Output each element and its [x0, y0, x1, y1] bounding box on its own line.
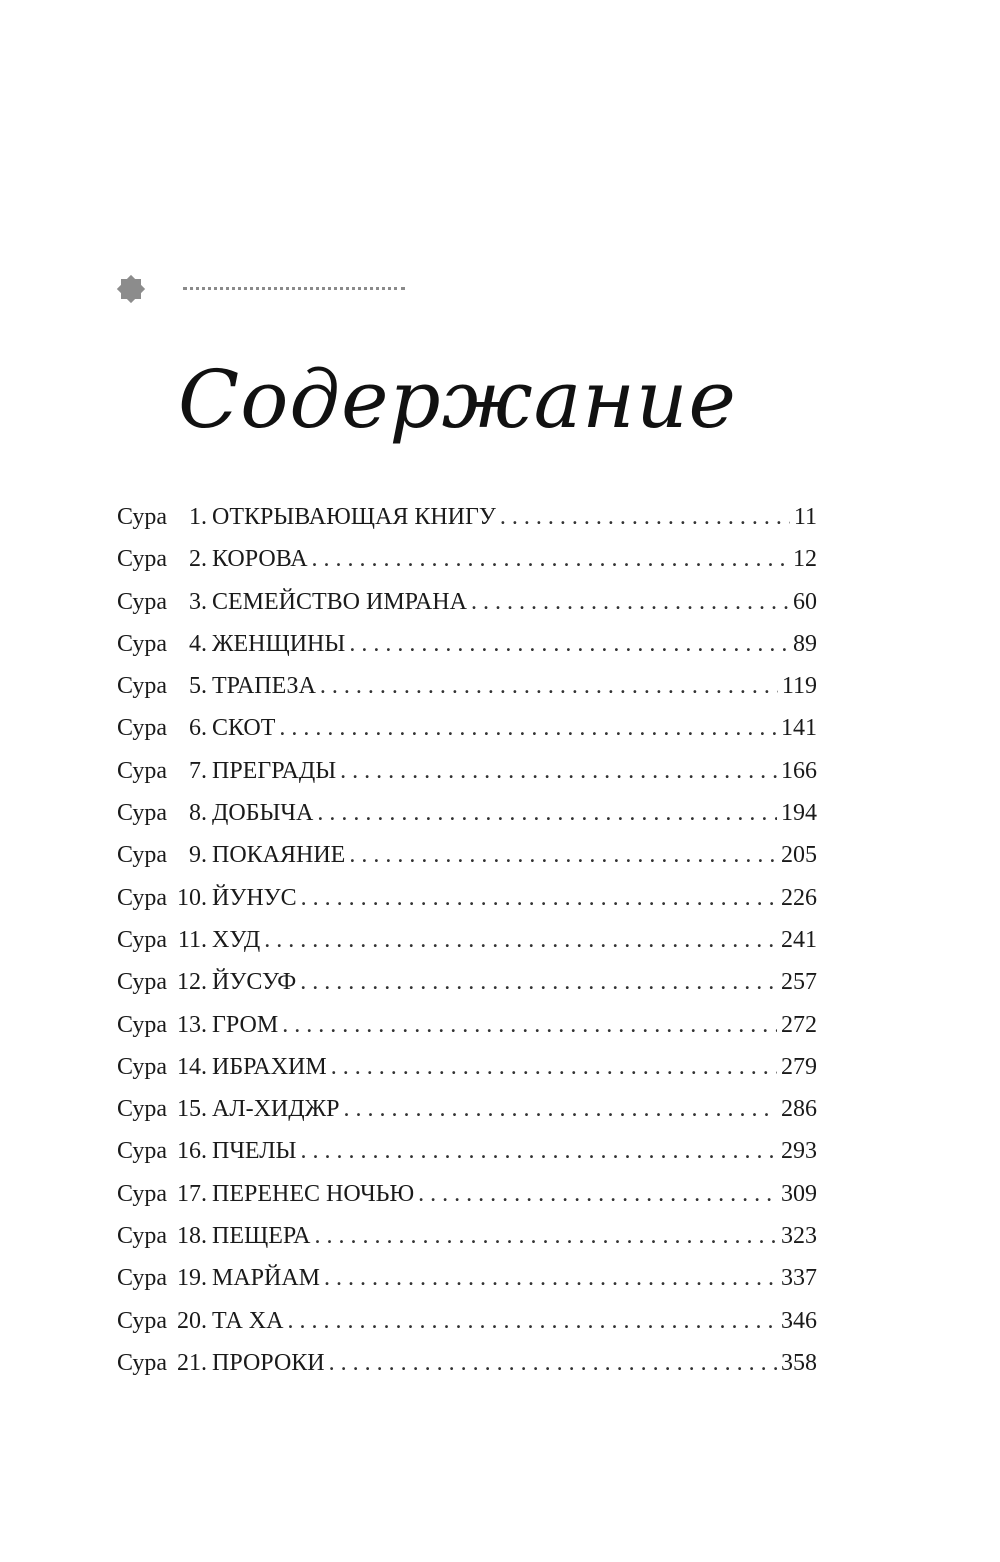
toc-entry-title: ЖЕНЩИНЫ: [212, 630, 346, 657]
toc-entry-page: 226: [781, 884, 817, 911]
toc-entry-number: 13.: [177, 1011, 207, 1038]
toc-entry-page: 60: [793, 588, 817, 615]
toc-entry: [117, 1096, 817, 1138]
toc-dot-leader: [301, 885, 777, 912]
toc-dot-leader: [320, 673, 778, 700]
toc-dot-leader: [471, 589, 789, 616]
toc-entry-number: 3.: [189, 588, 207, 615]
toc-entry: [117, 1308, 817, 1350]
toc-entry-page: 119: [781, 673, 817, 700]
toc-entry-title: ПРОРОКИ: [212, 1349, 325, 1376]
toc-entry: [117, 715, 817, 757]
toc-dot-leader: [340, 758, 777, 785]
toc-dot-leader: [349, 842, 777, 869]
toc-entry-number: 16.: [177, 1138, 207, 1165]
toc-entry-title: ЙУНУС: [212, 884, 297, 911]
toc-entry-label: Сура: [117, 715, 168, 742]
toc-entry-label: Сура: [117, 757, 168, 784]
toc-entry-number: 12.: [177, 969, 207, 996]
toc-entry-title: ПЕЩЕРА: [212, 1223, 311, 1250]
toc-entry: [117, 800, 817, 842]
toc-entry-title: АЛ-ХИДЖР: [212, 1096, 340, 1123]
toc-entry: [117, 589, 817, 631]
toc-entry-label: Сура: [117, 673, 168, 700]
toc-entry-title: КОРОВА: [212, 546, 308, 573]
toc-entry-title: ПЧЕЛЫ: [212, 1138, 297, 1165]
page-title: Содержание: [178, 353, 737, 446]
toc-entry: [117, 758, 817, 800]
toc-entry-label: Сура: [117, 1180, 168, 1207]
toc-entry: [117, 631, 817, 673]
toc-entry-label: Сура: [117, 1265, 168, 1292]
toc-entry: [117, 885, 817, 927]
toc-entry-page: 205: [781, 842, 817, 869]
toc-dot-leader: [331, 1054, 777, 1081]
toc-dot-leader: [349, 631, 789, 658]
toc-entry-number: 1.: [189, 504, 207, 530]
toc-entry-page: 309: [781, 1180, 817, 1207]
toc-entry-page: 11: [793, 504, 817, 530]
toc-entry-label: Сура: [117, 504, 168, 530]
toc-entry-number: 14.: [177, 1053, 207, 1080]
toc-dot-leader: [287, 1308, 777, 1335]
toc-entry-label: Сура: [117, 1138, 168, 1165]
toc-entry: [117, 504, 817, 546]
toc-entry-page: 293: [781, 1138, 817, 1165]
toc-dot-leader: [300, 969, 777, 996]
toc-dot-leader: [344, 1096, 778, 1123]
toc-dot-leader: [418, 1181, 777, 1208]
toc-entry-title: ДОБЫЧА: [212, 800, 314, 827]
table-of-contents: [117, 504, 817, 1392]
toc-dot-leader: [500, 504, 790, 531]
toc-entry-page: 346: [781, 1307, 817, 1334]
dotted-divider: [183, 287, 405, 290]
toc-entry-title: ГРОМ: [212, 1011, 279, 1038]
toc-entry-number: 21.: [177, 1349, 207, 1376]
toc-entry: [117, 1054, 817, 1096]
toc-entry-page: 166: [781, 757, 817, 784]
toc-entry-page: 89: [793, 630, 817, 657]
toc-dot-leader: [312, 546, 789, 573]
toc-entry-title: СЕМЕЙСТВО ИМРАНА: [212, 588, 467, 615]
toc-entry-number: 7.: [189, 757, 207, 784]
toc-dot-leader: [317, 800, 777, 827]
toc-entry-label: Сура: [117, 1053, 168, 1080]
toc-entry-title: ТА ХА: [212, 1307, 284, 1334]
toc-entry-title: МАРЙАМ: [212, 1265, 321, 1292]
toc-entry-title: ЙУСУФ: [212, 969, 297, 996]
toc-entry-label: Сура: [117, 1349, 168, 1376]
toc-entry: [117, 546, 817, 588]
toc-entry-number: 2.: [189, 546, 207, 573]
toc-entry: [117, 927, 817, 969]
toc-entry-number: 19.: [177, 1265, 207, 1292]
toc-dot-leader: [282, 1012, 777, 1039]
toc-entry-label: Сура: [117, 884, 168, 911]
toc-entry-title: ХУД: [212, 926, 261, 953]
toc-entry-number: 18.: [177, 1223, 207, 1250]
toc-entry: [117, 842, 817, 884]
toc-entry-title: ИБРАХИМ: [212, 1053, 327, 1080]
toc-entry-page: 286: [781, 1096, 817, 1123]
toc-entry-title: ТРАПЕЗА: [212, 673, 316, 700]
toc-entry-label: Сура: [117, 800, 168, 827]
toc-entry-page: 12: [793, 546, 817, 573]
toc-entry-number: 9.: [189, 842, 207, 869]
toc-entry-label: Сура: [117, 588, 168, 615]
toc-entry: [117, 969, 817, 1011]
toc-entry-number: 4.: [189, 630, 207, 657]
toc-entry-label: Сура: [117, 630, 168, 657]
toc-entry-page: 323: [781, 1223, 817, 1250]
toc-entry-label: Сура: [117, 969, 168, 996]
toc-entry-label: Сура: [117, 1223, 168, 1250]
toc-entry: [117, 673, 817, 715]
toc-entry-title: ПОКАЯНИЕ: [212, 842, 346, 869]
toc-entry-title: СКОТ: [212, 715, 276, 742]
toc-entry-number: 11.: [177, 926, 207, 953]
toc-entry-page: 194: [781, 800, 817, 827]
toc-entry-page: 279: [781, 1053, 817, 1080]
toc-dot-leader: [264, 927, 777, 954]
toc-entry-page: 337: [781, 1265, 817, 1292]
toc-entry-number: 5.: [189, 673, 207, 700]
toc-entry-label: Сура: [117, 926, 168, 953]
toc-entry-label: Сура: [117, 842, 168, 869]
toc-entry-label: Сура: [117, 1011, 168, 1038]
toc-entry: [117, 1138, 817, 1180]
toc-entry-label: Сура: [117, 1307, 168, 1334]
toc-entry-page: 241: [781, 926, 817, 953]
toc-entry-page: 358: [781, 1349, 817, 1376]
toc-dot-leader: [300, 1138, 777, 1165]
toc-entry-page: 257: [781, 969, 817, 996]
toc-entry: [117, 1181, 817, 1223]
toc-dot-leader: [279, 715, 777, 742]
toc-entry: [117, 1265, 817, 1307]
toc-dot-leader: [329, 1350, 777, 1377]
toc-dot-leader: [314, 1223, 777, 1250]
toc-entry: [117, 1012, 817, 1054]
toc-entry-title: ОТКРЫВАЮЩАЯ КНИГУ: [212, 504, 496, 530]
toc-dot-leader: [324, 1265, 777, 1292]
toc-entry-number: 20.: [177, 1307, 207, 1334]
toc-entry-title: ПРЕГРАДЫ: [212, 757, 337, 784]
eight-point-star-icon: [115, 273, 147, 305]
toc-entry-number: 17.: [177, 1180, 207, 1207]
toc-entry-number: 10.: [177, 884, 207, 911]
toc-entry-title: ПЕРЕНЕС НОЧЬЮ: [212, 1180, 415, 1207]
toc-entry-page: 141: [781, 715, 817, 742]
toc-entry-number: 8.: [189, 800, 207, 827]
toc-entry: [117, 1350, 817, 1392]
toc-entry-page: 272: [781, 1011, 817, 1038]
toc-entry-label: Сура: [117, 546, 168, 573]
toc-entry-number: 6.: [189, 715, 207, 742]
toc-entry-number: 15.: [177, 1096, 207, 1123]
toc-entry-label: Сура: [117, 1096, 168, 1123]
toc-entry: [117, 1223, 817, 1265]
